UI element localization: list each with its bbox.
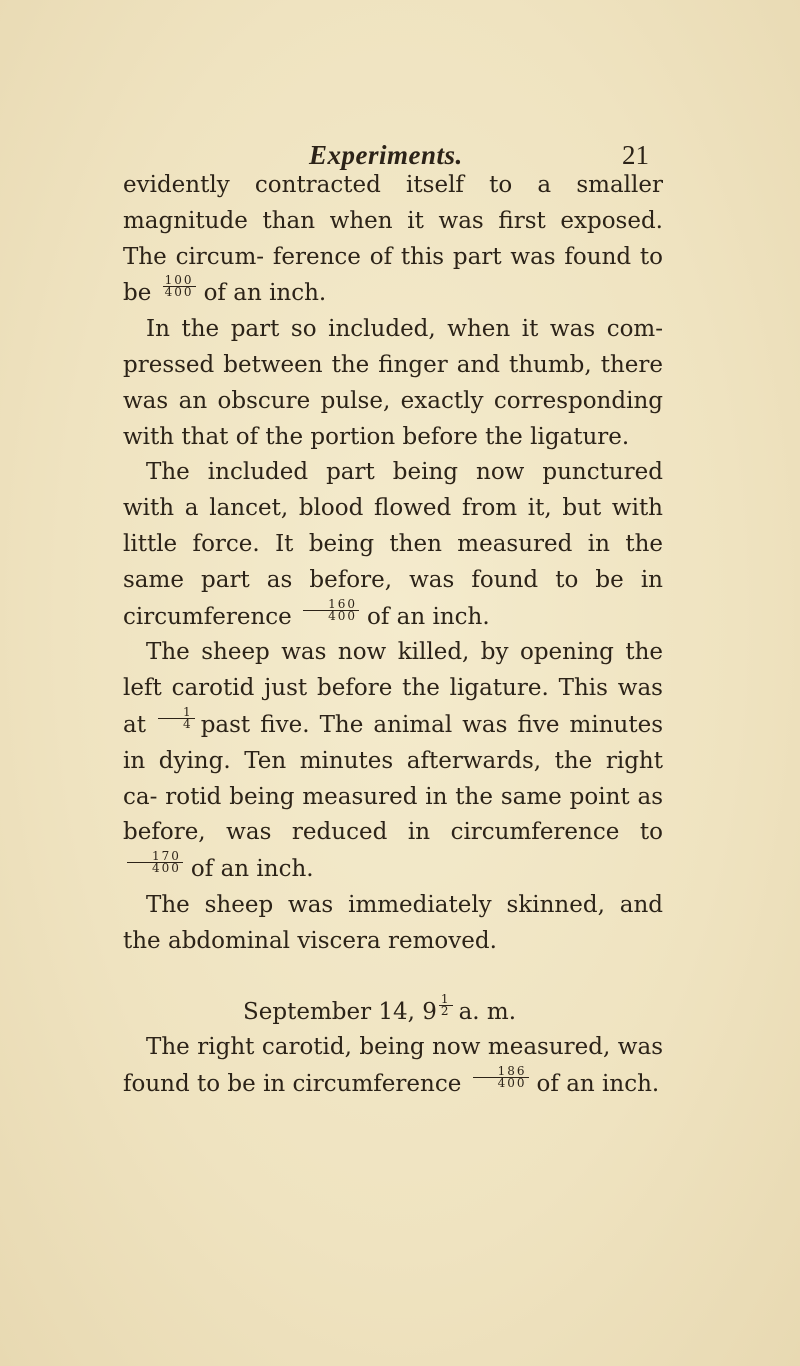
page-number: 21 — [622, 140, 649, 170]
paragraph-2 — [123, 312, 663, 455]
fraction-denominator: 400 — [164, 285, 194, 300]
body-text — [123, 168, 663, 1103]
paragraph-5-text: The sheep was immediately skinned, and the abdominal viscera removed. — [123, 891, 663, 954]
fraction-numerator: 186 — [473, 1066, 529, 1078]
fraction — [127, 851, 183, 874]
paragraph-1-tail: of an inch. — [203, 280, 327, 307]
fraction-numerator: 100 — [164, 273, 194, 288]
fraction-denominator: 4 — [183, 716, 193, 731]
fraction — [303, 596, 359, 623]
fraction — [158, 704, 195, 731]
fraction-numerator: 160 — [303, 599, 359, 611]
paragraph-1-text: evidently contracted itself to a smaller magnitude than when it was first exposed. The circum- ference of this part was found to be — [123, 172, 663, 307]
fraction-denominator: 400 — [497, 1076, 527, 1091]
fraction-denominator: 2 — [440, 1003, 451, 1018]
paragraph-4-tail: of an inch. — [190, 856, 314, 883]
paragraph-6 — [123, 1030, 663, 1103]
paragraph-6-text: The right carotid, being now measured, was found to be in circumference — [123, 1034, 663, 1098]
paragraph-3-tail: of an inch. — [367, 603, 490, 630]
paragraph-4-middle: past five. The animal was five minutes in dying. Ten minutes afterwards, the right ca- rotid being measured in the same point as before, was reduced in circumference to — [123, 711, 663, 846]
dateline-tail: a. m. — [458, 998, 517, 1025]
fraction-numerator: 1 — [440, 991, 451, 1006]
fraction-numerator: 170 — [127, 851, 183, 863]
running-head: Experiments. — [309, 140, 463, 170]
paragraph-4-text: The sheep was now killed, by opening the left carotid just before the ligature. This was at — [123, 639, 663, 738]
paragraph-3 — [123, 455, 663, 635]
paragraph-6-tail: of an inch. — [536, 1071, 660, 1098]
paragraph-3-text: The included part being now punctured with a lancet, blood flowed from it, but with little force. It being then measured in the same part as before, was found to be in circumference — [123, 459, 663, 630]
paragraph-2-text: In the part so included, when it was com- pressed between the finger and thumb, there was an obscure pulse, exactly corresponding with that of the portion before the ligature. — [123, 316, 663, 450]
dateline — [123, 991, 663, 1031]
fraction-denominator: 400 — [152, 861, 181, 876]
dateline-text: September 14, 9 — [243, 998, 437, 1025]
paragraph-5 — [123, 888, 663, 960]
fraction — [439, 991, 453, 1018]
fraction-denominator: 400 — [328, 608, 357, 623]
fraction-numerator: 1 — [158, 707, 195, 719]
paragraph-4 — [123, 635, 663, 888]
fraction — [163, 275, 196, 298]
fraction — [473, 1066, 529, 1089]
paragraph-1 — [123, 168, 663, 312]
